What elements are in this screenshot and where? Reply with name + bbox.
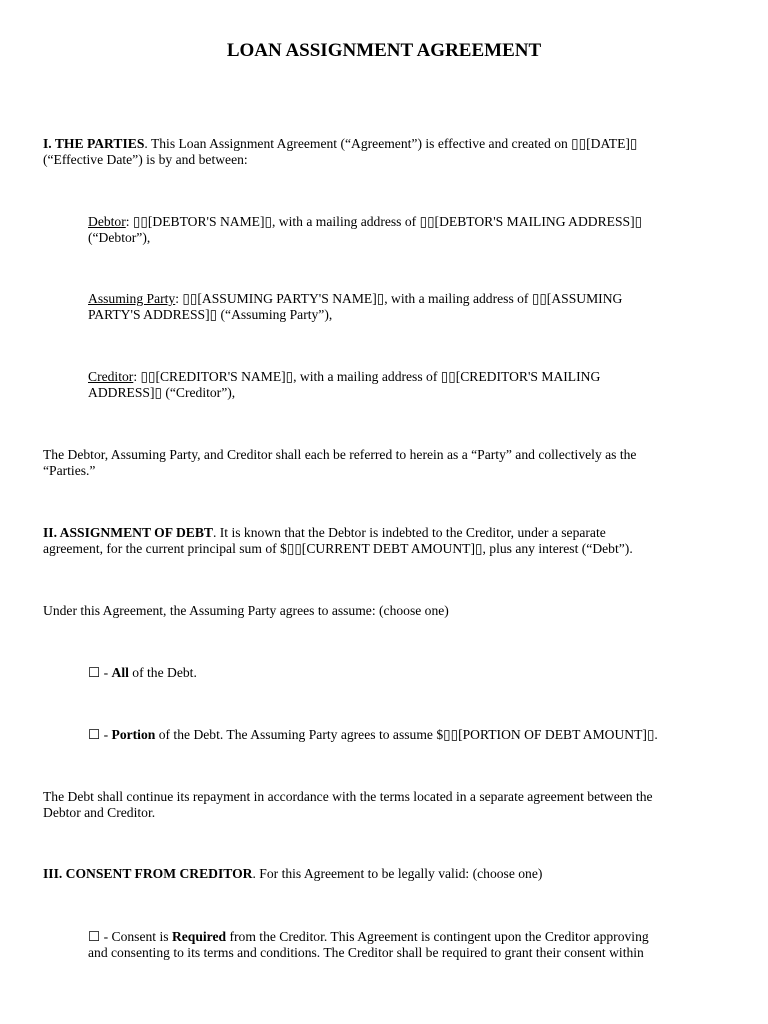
parties-collective-paragraph — [43, 447, 733, 479]
option-required-line1: from the Creditor. This Agreement is contingent upon the Creditor approving — [226, 929, 649, 944]
assignment-paragraph — [43, 525, 733, 557]
option-all-bold: All — [111, 665, 129, 680]
assuming-party-label: Assuming Party — [88, 291, 176, 306]
creditor-line2: ADDRESS]▯ (“Creditor”), — [88, 385, 236, 400]
assignment-heading: II. ASSIGNMENT OF DEBT — [43, 525, 213, 540]
creditor-paragraph — [88, 369, 733, 401]
parties-collective-line2: “Parties.” — [43, 463, 96, 478]
consent-paragraph — [43, 866, 733, 882]
creditor-line1: : ▯▯[CREDITOR'S NAME]▯, with a mailing address of ▯▯[CREDITOR'S MAILING — [133, 369, 601, 384]
parties-intro-line2: (“Effective Date”) is by and between: — [43, 152, 248, 167]
assignment-choose-text: Under this Agreement, the Assuming Party agrees to assume: (choose one) — [43, 603, 449, 618]
debtor-line1: : ▯▯[DEBTOR'S NAME]▯, with a mailing address of ▯▯[DEBTOR'S MAILING ADDRESS]▯ — [125, 214, 643, 229]
assignment-line1: . It is known that the Debtor is indebted to the Creditor, under a separate — [212, 525, 606, 540]
checkbox-consent-required[interactable]: ☐ - Consent is — [88, 929, 172, 944]
repayment-line2: Debtor and Creditor. — [43, 805, 156, 820]
parties-heading: I. THE PARTIES — [43, 136, 145, 151]
creditor-label: Creditor — [88, 369, 134, 384]
option-consent-required — [88, 929, 733, 961]
parties-intro-line1: . This Loan Assignment Agreement (“Agreement”) is effective and created on ▯▯[DATE]▯ — [144, 136, 638, 151]
option-portion-debt — [88, 727, 733, 743]
consent-heading: III. CONSENT FROM CREDITOR — [43, 866, 253, 881]
document-title: LOAN ASSIGNMENT AGREEMENT — [226, 40, 542, 61]
repayment-paragraph — [43, 789, 733, 821]
option-required-bold: Required — [171, 929, 227, 944]
parties-intro — [43, 136, 733, 168]
assuming-party-paragraph — [88, 291, 733, 323]
debtor-label: Debtor — [88, 214, 126, 229]
option-portion-bold: Portion — [111, 727, 156, 742]
consent-choose-text: . For this Agreement to be legally valid: (choose one) — [252, 866, 543, 881]
option-required-line2: and consenting to its terms and conditions. The Creditor shall be required to grant their consent within — [88, 945, 644, 960]
checkbox-portion-debt[interactable]: ☐ - — [88, 727, 112, 742]
debtor-line2: (“Debtor”), — [88, 230, 151, 245]
assuming-party-line2: PARTY'S ADDRESS]▯ (“Assuming Party”), — [88, 307, 333, 322]
parties-collective-line1: The Debtor, Assuming Party, and Creditor shall each be referred to herein as a “Party” and collectively as the — [43, 447, 637, 462]
option-all-debt — [88, 665, 733, 681]
assignment-line2: agreement, for the current principal sum of $▯▯[CURRENT DEBT AMOUNT]▯, plus any interest (“Debt”). — [43, 541, 633, 556]
assuming-party-line1: : ▯▯[ASSUMING PARTY'S NAME]▯, with a mailing address of ▯▯[ASSUMING — [175, 291, 623, 306]
option-portion-rest: of the Debt. The Assuming Party agrees to assume $▯▯[PORTION OF DEBT AMOUNT]▯. — [155, 727, 658, 742]
option-all-rest: of the Debt. — [128, 665, 197, 680]
checkbox-all-debt[interactable]: ☐ - — [88, 665, 112, 680]
repayment-line1: The Debt shall continue its repayment in accordance with the terms located in a separate agreement between the — [43, 789, 653, 804]
debtor-paragraph — [88, 214, 733, 246]
